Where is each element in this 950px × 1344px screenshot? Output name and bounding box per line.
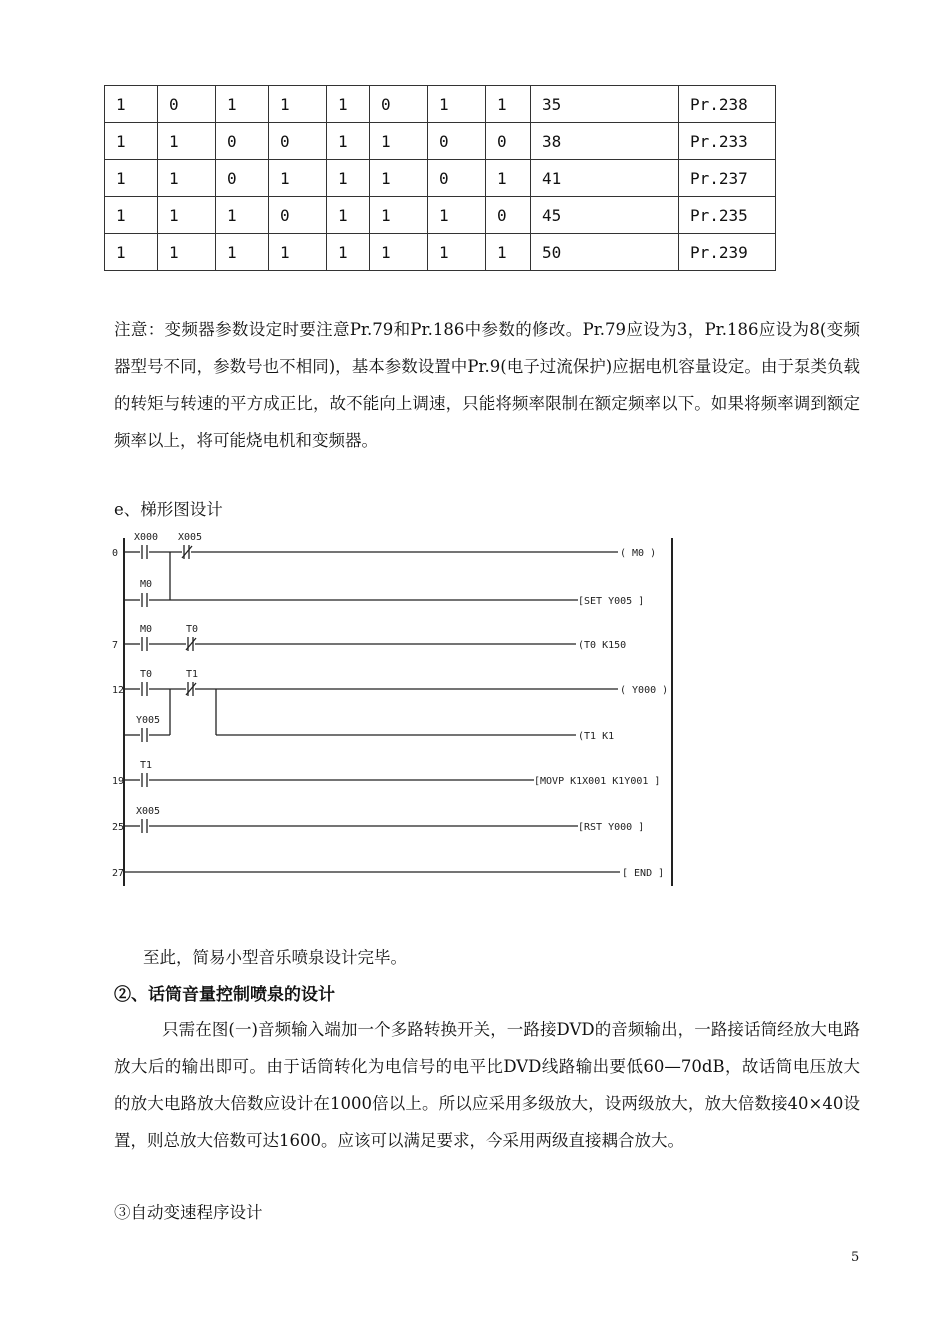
table-cell: 0 — [269, 123, 327, 160]
contact-m0 — [142, 593, 147, 607]
instruction-rst-y000: [RST Y000 ] — [578, 822, 645, 833]
table-cell: 1 — [269, 160, 327, 197]
table-cell: 1 — [269, 234, 327, 271]
ladder-rung-12 — [124, 669, 668, 742]
section-e-title: e、梯形图设计 — [114, 500, 223, 519]
table-cell: 1 — [327, 123, 370, 160]
table-cell: 1 — [486, 160, 531, 197]
contact-label: X000 — [134, 532, 159, 543]
coil-m0: ( M0 ) — [620, 548, 657, 559]
table-cell: 1 — [105, 160, 158, 197]
contact-t1 — [142, 773, 147, 787]
table-cell: 1 — [327, 197, 370, 234]
table-cell: 50 — [531, 234, 679, 271]
contact-label: M0 — [140, 579, 153, 590]
table-cell: 1 — [269, 86, 327, 123]
table-row — [105, 160, 776, 197]
contact-m0 — [142, 637, 147, 651]
table-cell: 1 — [105, 86, 158, 123]
coil-set-y005: [SET Y005 ] — [578, 596, 645, 607]
ladder-rung-0-branch — [124, 552, 644, 607]
table-cell: 1 — [216, 86, 269, 123]
contact-label: T1 — [186, 669, 199, 680]
table-cell: 0 — [370, 86, 428, 123]
table-cell: 1 — [105, 234, 158, 271]
table-cell: 1 — [105, 197, 158, 234]
page-number: 5 — [851, 1250, 860, 1265]
table-cell: 1 — [158, 160, 216, 197]
table-cell: 0 — [216, 160, 269, 197]
table-cell: 1 — [428, 234, 486, 271]
contact-t1-nc — [186, 682, 196, 696]
contact-label: T1 — [140, 760, 153, 771]
ladder-step-number: 19 — [112, 776, 125, 787]
section-2-body — [114, 1011, 860, 1159]
table-cell: 1 — [486, 86, 531, 123]
table-cell: 0 — [216, 123, 269, 160]
table-cell: 1 — [327, 160, 370, 197]
table-cell: 38 — [531, 123, 679, 160]
note-paragraph: 注意：变频器参数设定时要注意Pr.79和Pr.186中参数的修改。Pr.79应设为3，Pr.186应设为8(变频器型号不同，参数号也不相同)，基本参数设置中Pr.9(电子过流保护)应据电机容量设定。由于泵类负载的转矩与转速的平方成正比，故不能向上调速，只能将频率限制在额定频率以下。如果将频率调到额定频率以上，将可能烧电机和变频器。 — [114, 320, 860, 450]
table-cell: 1 — [370, 234, 428, 271]
coil-y000: ( Y000 ) — [620, 685, 669, 696]
table-row — [105, 86, 776, 123]
section-2-body-text: 只需在图(一)音频输入端加一个多路转换开关，一路接DVD的音频输出，一路接话筒经放大电路放大后的输出即可。由于话筒转化为电信号的电平比DVD线路输出要低60—70dB，故话筒电压放大的放大电路放大倍数应设计在1000倍以上。所以应采用多级放大，设两级放大，放大倍数接40×40设置，则总放大倍数可达1600。应该可以满足要求，今采用两级直接耦合放大。 — [114, 1020, 860, 1150]
table-cell: 0 — [428, 160, 486, 197]
coil-t1: (T1 K1 — [578, 731, 615, 742]
table-cell: 0 — [428, 123, 486, 160]
table-cell: 0 — [486, 123, 531, 160]
table-cell: 1 — [428, 86, 486, 123]
contact-label: Y005 — [136, 715, 161, 726]
table-cell: 1 — [486, 234, 531, 271]
table-cell: Pr.239 — [679, 234, 776, 271]
table-row — [105, 197, 776, 234]
ladder-step-number: 0 — [112, 548, 119, 559]
table-cell: 0 — [158, 86, 216, 123]
table-cell: 45 — [531, 197, 679, 234]
table-cell: 0 — [486, 197, 531, 234]
completion-text: 至此，简易小型音乐喷泉设计完毕。 — [143, 948, 407, 967]
table-cell: 1 — [327, 234, 370, 271]
table-cell: Pr.233 — [679, 123, 776, 160]
table-row — [105, 123, 776, 160]
contact-label: X005 — [178, 532, 203, 543]
table-cell: 1 — [370, 197, 428, 234]
table-cell: 1 — [370, 160, 428, 197]
contact-x000 — [142, 545, 147, 559]
table-cell: 35 — [531, 86, 679, 123]
contact-x005-nc — [182, 545, 192, 559]
ladder-rung-19 — [124, 760, 660, 787]
frequency-parameter-table — [104, 85, 776, 271]
table-cell: 1 — [158, 197, 216, 234]
table-cell: 1 — [158, 234, 216, 271]
ladder-rung-27 — [124, 868, 664, 879]
table-cell: 1 — [216, 234, 269, 271]
ladder-rung-0 — [124, 532, 656, 559]
table-cell: 1 — [428, 197, 486, 234]
ladder-step-number: 12 — [112, 685, 125, 696]
table-cell: 1 — [158, 123, 216, 160]
table-cell: 1 — [216, 197, 269, 234]
contact-label: T0 — [186, 624, 199, 635]
ladder-rung-7 — [124, 624, 626, 651]
table-cell: Pr.238 — [679, 86, 776, 123]
coil-t0: (T0 K150 — [578, 640, 627, 651]
table-row — [105, 234, 776, 271]
instruction-movp: [MOVP K1X001 K1Y001 ] — [534, 776, 661, 787]
table-cell: 1 — [370, 123, 428, 160]
contact-label: X005 — [136, 806, 161, 817]
table-cell: 41 — [531, 160, 679, 197]
table-cell: Pr.235 — [679, 197, 776, 234]
table-cell: 1 — [105, 123, 158, 160]
ladder-step-number: 7 — [112, 640, 119, 651]
section-2-title: ②、话筒音量控制喷泉的设计 — [114, 985, 335, 1005]
contact-y005 — [142, 728, 147, 742]
contact-x005 — [142, 819, 147, 833]
instruction-end: [ END ] — [622, 868, 665, 879]
ladder-rung-25 — [124, 806, 644, 833]
ladder-step-number: 27 — [112, 868, 125, 879]
ladder-diagram — [112, 530, 684, 892]
ladder-step-number: 25 — [112, 822, 125, 833]
contact-t0 — [142, 682, 147, 696]
contact-t0-nc — [186, 637, 196, 651]
table-cell: Pr.237 — [679, 160, 776, 197]
table-cell: 0 — [269, 197, 327, 234]
section-3-title: ③自动变速程序设计 — [114, 1203, 263, 1222]
table-cell: 1 — [327, 86, 370, 123]
contact-label: M0 — [140, 624, 153, 635]
contact-label: T0 — [140, 669, 153, 680]
